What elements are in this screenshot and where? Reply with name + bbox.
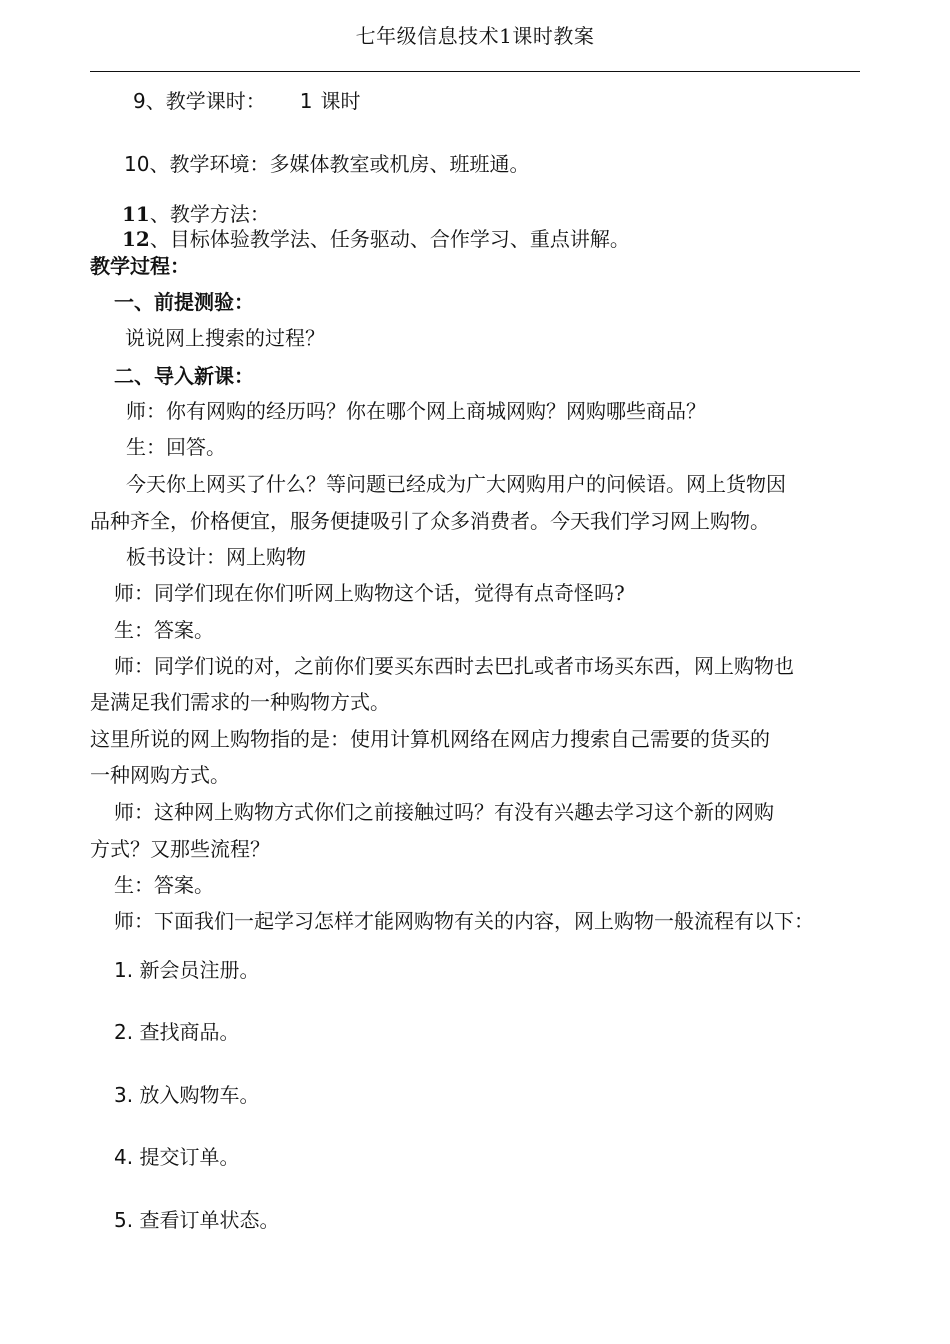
hours-label: 教学课时： <box>165 89 266 113</box>
section1-title: 一、前提测验： <box>114 290 254 314</box>
step-item <box>114 956 259 984</box>
section1-question: 说说网上搜索的过程？ <box>125 326 325 350</box>
environment-line <box>124 150 529 178</box>
paragraph-line: 今天你上网买了什么？等问题已经成为广大网购用户的问候语。网上货物因 <box>126 472 786 496</box>
step-number: 1. <box>114 958 134 982</box>
hours-number: 9、 <box>133 89 166 113</box>
step-number: 2. <box>114 1020 134 1044</box>
step-item <box>114 1206 279 1234</box>
paragraph-line: 方式？又那些流程？ <box>90 837 270 861</box>
goal-text: 、目标体验教学法、任务驱动、合作学习、重点讲解。 <box>149 227 630 251</box>
hours-value: 1 <box>299 89 313 113</box>
paragraph-line: 这里所说的网上购物指的是：使用计算机网络在网店力搜索自己需要的货买的 <box>90 727 770 751</box>
paragraph-line: 生：回答。 <box>126 435 226 459</box>
paragraph-line: 师：同学们现在你们听网上购物这个话，觉得有点奇怪吗? <box>114 581 625 605</box>
page-header-title: 七年级信息技术1课时教案 <box>355 24 595 48</box>
hours-unit: 课时 <box>320 89 361 113</box>
step-item <box>114 1143 239 1171</box>
paragraph-line: 一种网购方式。 <box>90 763 230 787</box>
method-line <box>122 200 270 228</box>
step-text: 新会员注册。 <box>139 958 260 982</box>
method-number: 11 <box>122 202 150 226</box>
environment-text: 教学环境：多媒体教室或机房、班班通。 <box>169 152 530 176</box>
step-text: 放入购物车。 <box>139 1083 260 1107</box>
paragraph-line: 师：这种网上购物方式你们之前接触过吗？有没有兴趣去学习这个新的网购 <box>114 800 774 824</box>
method-text: 、教学方法： <box>149 202 270 226</box>
step-text: 查找商品。 <box>139 1020 240 1044</box>
hours-line <box>133 87 360 115</box>
step-text: 提交订单。 <box>139 1145 240 1169</box>
step-number: 4. <box>114 1145 134 1169</box>
paragraph-line: 师：你有网购的经历吗？你在哪个网上商城网购？网购哪些商品？ <box>126 399 706 423</box>
step-text: 查看订单状态。 <box>139 1208 280 1232</box>
step-item <box>114 1018 239 1046</box>
paragraph-line: 师：下面我们一起学习怎样才能网购物有关的内容，网上购物一般流程有以下： <box>114 909 814 933</box>
step-number: 3. <box>114 1083 134 1107</box>
paragraph-line: 生：答案。 <box>114 618 214 642</box>
step-number: 5. <box>114 1208 134 1232</box>
step-item <box>114 1081 259 1109</box>
paragraph-line: 是满足我们需求的一种购物方式。 <box>90 690 390 714</box>
paragraph-line: 品种齐全，价格便宜，服务便捷吸引了众多消费者。今天我们学习网上购物。 <box>90 509 770 533</box>
paragraph-line: 板书设计：网上购物 <box>126 545 306 569</box>
goal-line <box>122 225 630 253</box>
paragraph-line: 生：答案。 <box>114 873 214 897</box>
environment-number: 10、 <box>124 152 170 176</box>
section2-title: 二、导入新课： <box>114 364 254 388</box>
process-heading: 教学过程： <box>90 254 190 278</box>
header-divider <box>90 71 860 72</box>
goal-number: 12 <box>122 227 150 251</box>
paragraph-line: 师：同学们说的对，之前你们要买东西时去巴扎或者市场买东西，网上购物也 <box>114 654 794 678</box>
